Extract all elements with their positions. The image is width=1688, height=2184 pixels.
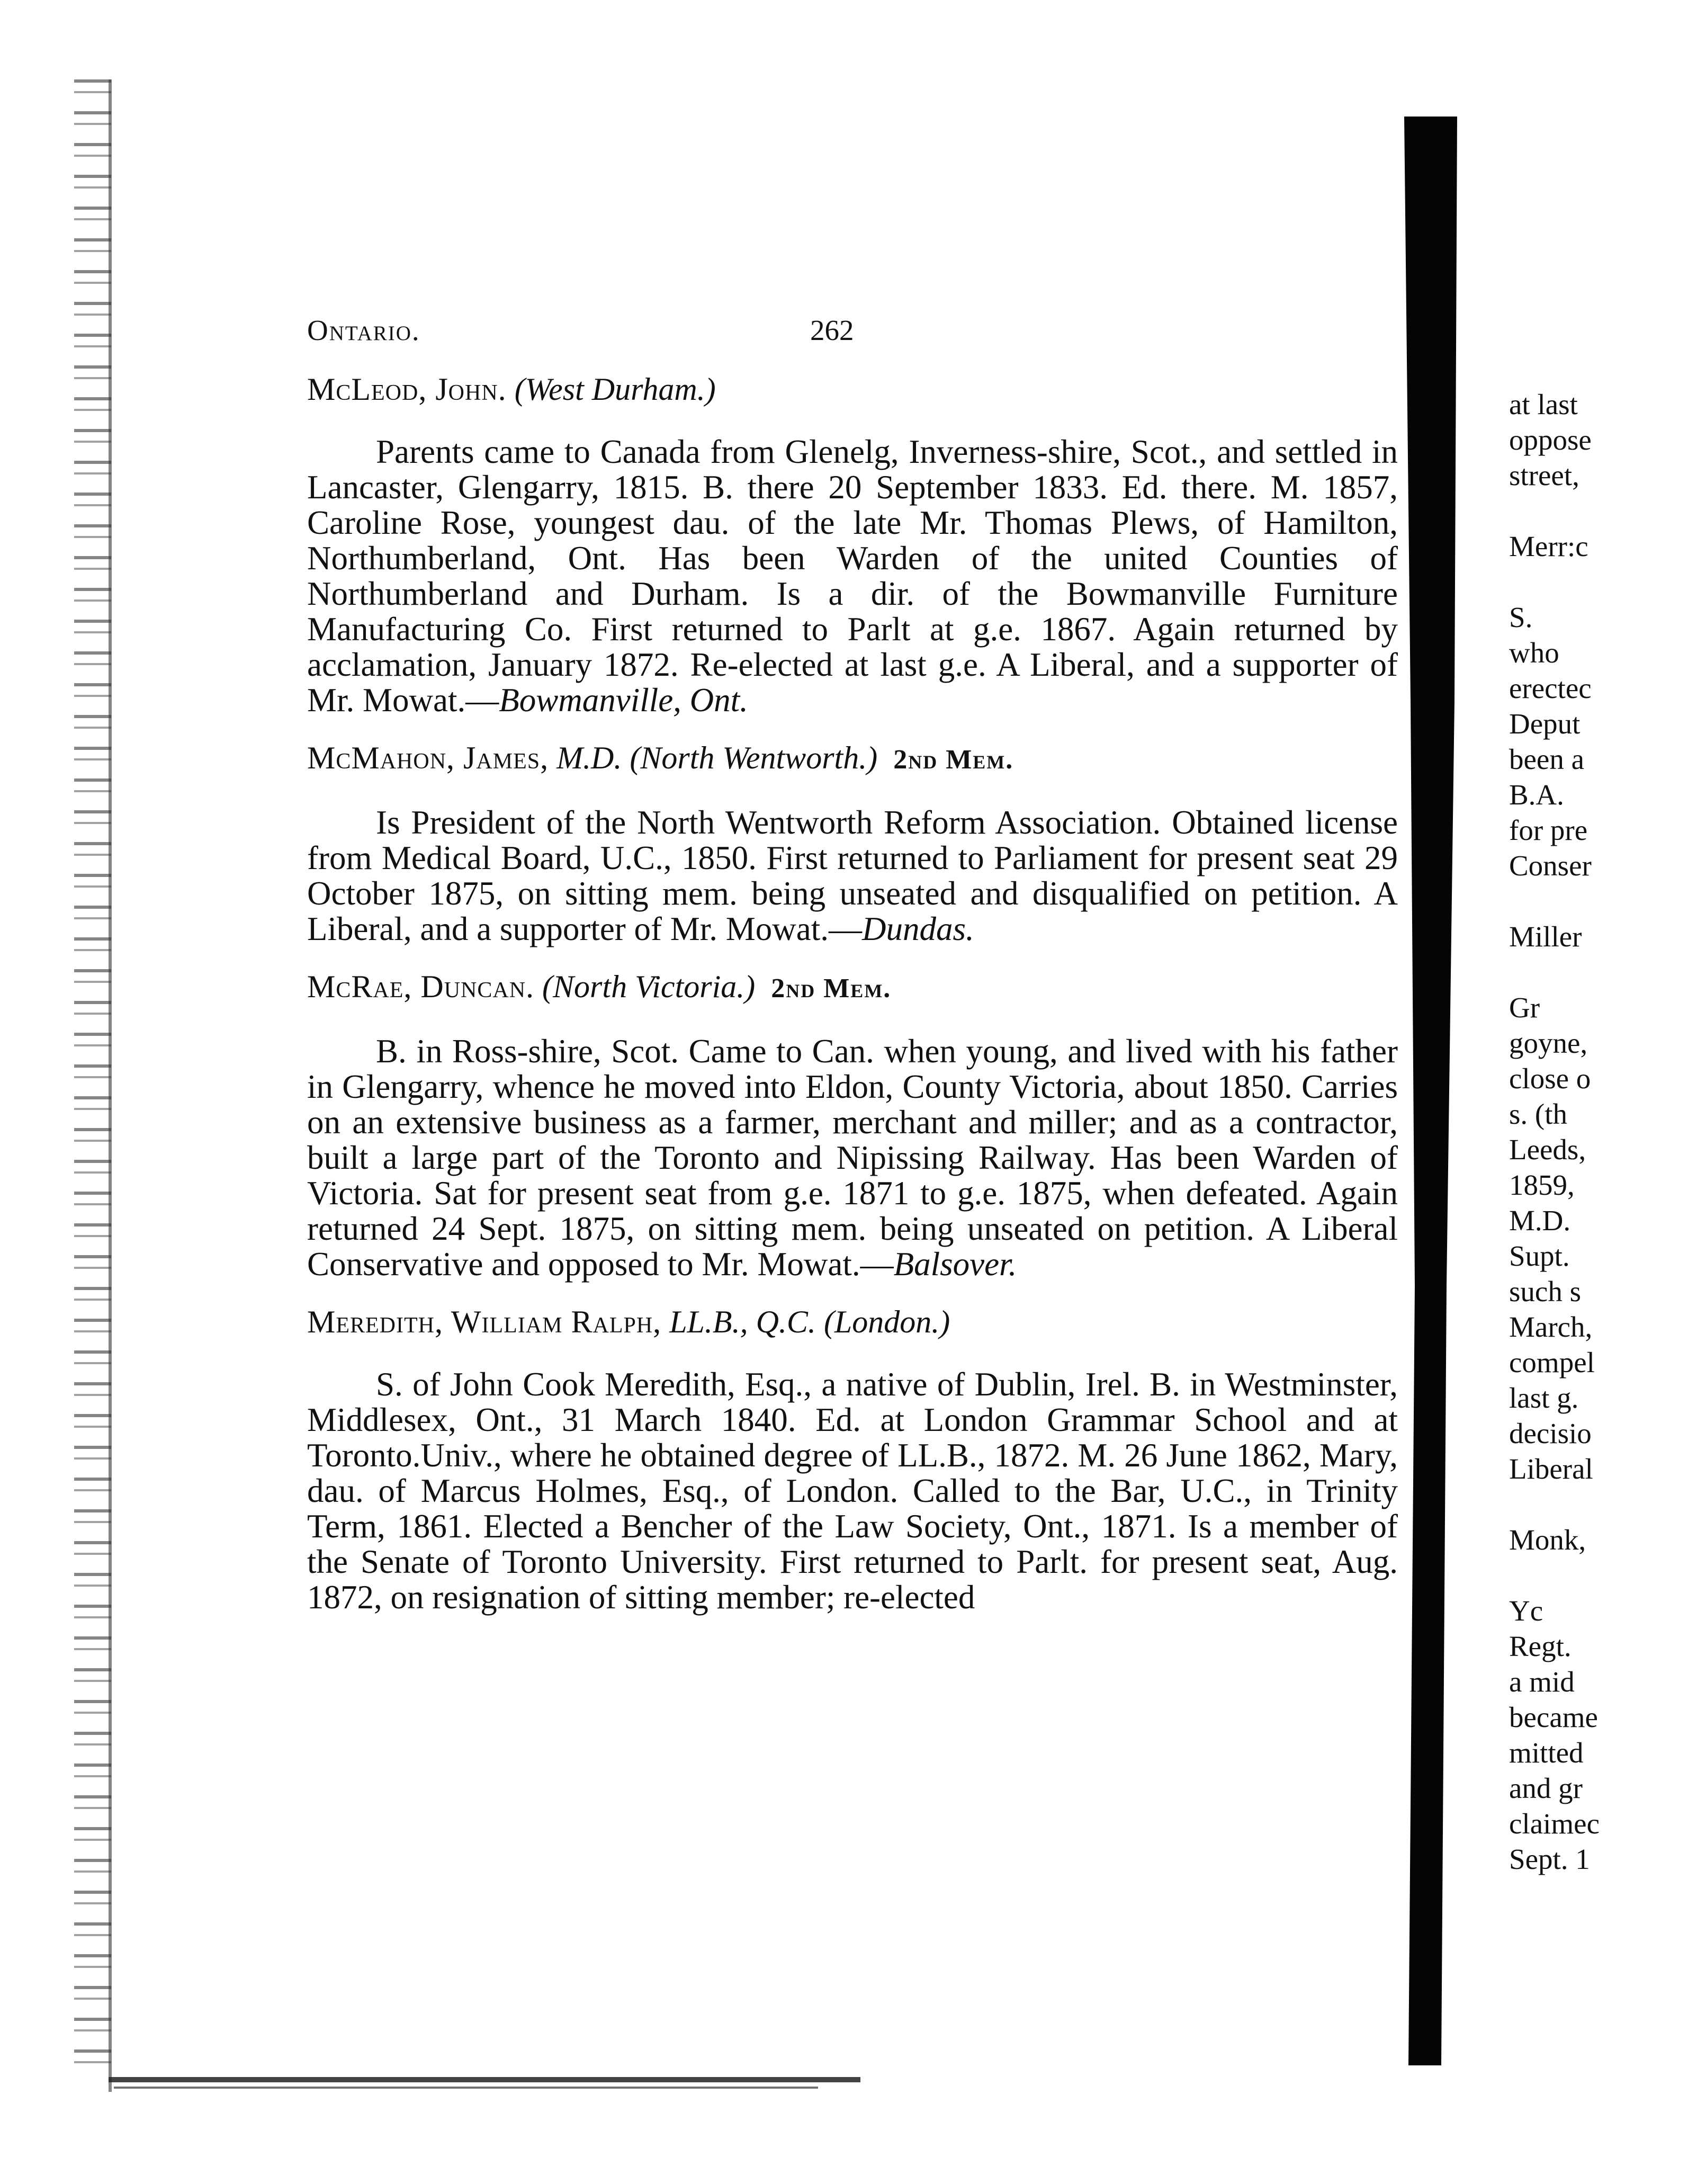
adjacent-fragment: last g.: [1509, 1382, 1579, 1414]
adjacent-fragment: and gr: [1509, 1772, 1583, 1804]
adjacent-fragment: Conser: [1509, 849, 1592, 882]
riding-name: (West Durham.): [514, 372, 716, 407]
entry-heading: [307, 1303, 1398, 1340]
adjacent-fragment: for pre: [1509, 814, 1588, 846]
adjacent-fragment: Liberal: [1509, 1453, 1593, 1485]
adjacent-fragment: Supt.: [1509, 1240, 1570, 1272]
residence-place: Bowmanville, Ont.: [499, 682, 748, 719]
member-seat: 2nd Mem.: [771, 973, 892, 1004]
adjacent-fragment: Sept. 1: [1509, 1843, 1590, 1875]
adjacent-fragment: Deput: [1509, 708, 1581, 740]
entries-list: [307, 371, 1398, 1615]
adjacent-fragment: [1509, 954, 1678, 990]
entry-heading: [307, 968, 1398, 1007]
page-number: 262: [810, 314, 854, 346]
entry-body-text: S. of John Cook Meredith, Esq., a native of Dublin, Irel. B. in Westminster, Middlesex, Ont., 31 March 1840. Ed. at London Grammar School and at Toronto.Univ., where he obtained degree of LL.B., 1872. M. 26 June 1862, Mary, dau. of Marcus Holmes, Esq., of London. Called to the Bar, U.C., in Trinity Term, 1861. Elected a Bencher of the Law Society, Ont., 1871. Is a member of the Senate of Toronto University. First returned to Parlt. for present seat, Aug. 1872, on resignation of sitting member; re-elected: [307, 1366, 1398, 1616]
adjacent-fragment: [1509, 564, 1678, 599]
entry: [307, 1303, 1398, 1615]
adjacent-fragment: S.: [1509, 601, 1533, 633]
riding-name: (North Victoria.): [542, 969, 756, 1004]
bottom-edge-line: [109, 2077, 860, 2082]
adjacent-fragment: mitted: [1509, 1737, 1584, 1769]
adjacent-fragment: Gr: [1509, 991, 1540, 1024]
entry-body: [307, 1034, 1398, 1282]
entry-body-text: Parents came to Canada from Glenelg, Inverness-shire, Scot., and settled in Lancaster, Glengarry, 1815. B. there 20 September 1833. Ed. there. M. 1857, Caroline Rose, youngest dau. of the late Mr. Thomas Plews, of Hamilton, Northumberland, Ont. Has been Warden of the united Counties of Northumberland and Durham. Is a dir. of the Bowmanville Furniture Manufacturing Co. First returned to Parlt at g.e. 1867. Again returned by acclamation, January 1872. Re-elected at last g.e. A Liberal, and a supporter of Mr. Mowat.—: [307, 433, 1398, 719]
page-edge-shadow: [74, 79, 111, 2081]
adjacent-fragment: claimec: [1509, 1807, 1600, 1840]
adjacent-fragment: became: [1509, 1701, 1598, 1733]
adjacent-fragment: at last: [1509, 388, 1578, 420]
adjacent-fragment: M.D.: [1509, 1204, 1571, 1237]
entry-body-text: Is President of the North Wentworth Reform Association. Obtained license from Medical Board, U.C., 1850. First returned to Parliament for present seat 29 October 1875, on sitting mem. being unseated and disqualified on petition. A Liberal, and a supporter of Mr. Mowat.—: [307, 804, 1398, 947]
main-text-column: [307, 312, 1398, 1636]
adjacent-fragment: street,: [1509, 459, 1579, 491]
entry: [307, 371, 1398, 718]
member-seat: 2nd Mem.: [893, 745, 1014, 775]
member-degree: M.D.: [556, 740, 622, 775]
riding-name: (London.): [823, 1304, 950, 1339]
adjacent-fragment: [1509, 1487, 1678, 1522]
adjacent-fragment: [1509, 883, 1678, 919]
page-edge-line: [109, 79, 112, 2092]
adjacent-fragment: [1509, 493, 1678, 529]
adjacent-fragment: compel: [1509, 1346, 1595, 1379]
adjacent-fragment: been a: [1509, 743, 1584, 775]
adjacent-fragment: Merr:c: [1509, 530, 1588, 562]
member-name: McLeod, John.: [307, 372, 507, 407]
page-header: [307, 312, 1398, 365]
entry: [307, 968, 1398, 1282]
entry-body-text: B. in Ross-shire, Scot. Came to Can. when young, and lived with his father in Glengarry, whence he moved into Eldon, County Victoria, about 1850. Carries on an extensive business as a farmer, merchant and miller; and as a contractor, built a large part of the Toronto and Nipissing Railway. Has been Warden of Victoria. Sat for present seat from g.e. 1871 to g.e. 1875, when defeated. Again returned 24 Sept. 1875, on sitting mem. being unseated on petition. A Liberal Conservative and opposed to Mr. Mowat.—: [307, 1033, 1398, 1283]
adjacent-fragment: B.A.: [1509, 778, 1564, 811]
adjacent-page-column: [1509, 387, 1678, 1877]
entry-heading: [307, 371, 1398, 408]
entry: [307, 739, 1398, 947]
adjacent-fragment: Miller: [1509, 920, 1582, 953]
entry-body: [307, 805, 1398, 947]
riding-name: (North Wentworth.): [630, 740, 878, 775]
member-degree: LL.B., Q.C.: [669, 1304, 816, 1339]
bottom-edge-line-2: [114, 2087, 818, 2089]
adjacent-fragment: Regt.: [1509, 1630, 1572, 1662]
adjacent-fragment: [1509, 1558, 1678, 1593]
member-name: McRae, Duncan.: [307, 969, 535, 1004]
adjacent-fragment: decisio: [1509, 1417, 1592, 1449]
adjacent-fragment: who: [1509, 637, 1559, 669]
adjacent-fragment: a mid: [1509, 1666, 1575, 1698]
residence-place: Balsover.: [893, 1246, 1017, 1283]
adjacent-fragment: Yc: [1509, 1595, 1543, 1627]
member-name: Meredith, William Ralph,: [307, 1304, 662, 1339]
adjacent-fragment: 1859,: [1509, 1169, 1575, 1201]
member-name: McMahon, James,: [307, 740, 549, 775]
entry-heading: [307, 739, 1398, 778]
adjacent-fragment: erectec: [1509, 672, 1592, 704]
adjacent-fragment: oppose: [1509, 424, 1592, 456]
running-head: Ontario.: [307, 314, 420, 346]
adjacent-fragment: close o: [1509, 1062, 1591, 1095]
adjacent-fragment: s. (th: [1509, 1098, 1567, 1130]
book-spine-shadow: [1404, 117, 1457, 2065]
residence-place: Dundas.: [862, 910, 974, 947]
entry-body: [307, 1367, 1398, 1615]
adjacent-fragment: such s: [1509, 1275, 1581, 1308]
adjacent-fragment: goyne,: [1509, 1027, 1588, 1059]
adjacent-fragment: Leeds,: [1509, 1133, 1586, 1166]
entry-body: [307, 434, 1398, 718]
adjacent-fragment: March,: [1509, 1311, 1593, 1343]
adjacent-fragment: Monk,: [1509, 1524, 1586, 1556]
